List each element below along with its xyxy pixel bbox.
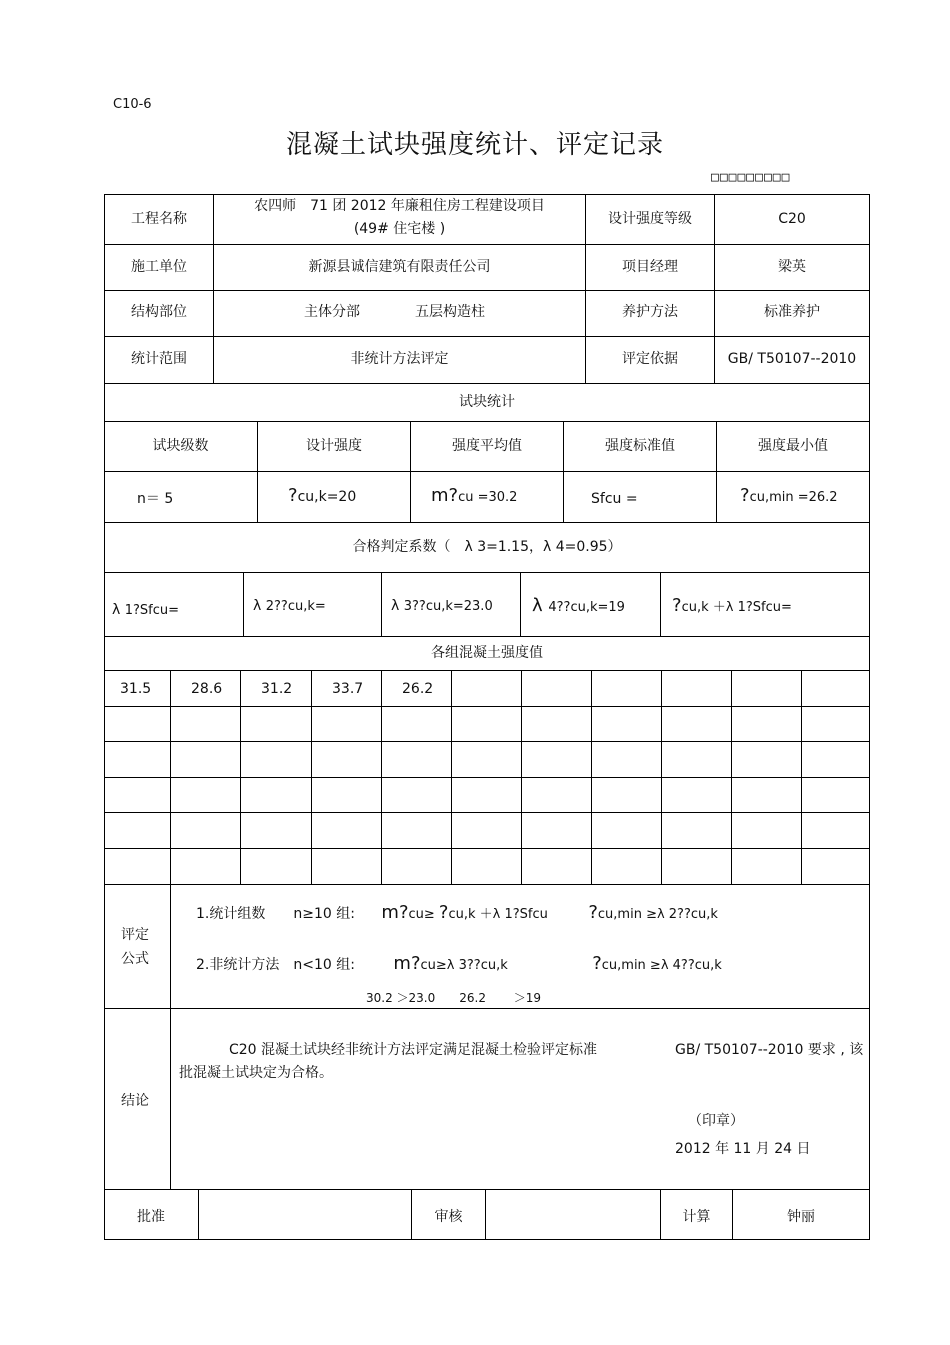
coef-cell-5: ?cu,k ＋λ 1?Sfcu= [672,595,792,616]
structure-value-b: 五层构造柱 [415,304,485,320]
formula-label-2: 公式 [121,951,149,967]
stats-min-strength: ?cu,min =26.2 [740,485,838,506]
curing-label: 养护方法 [622,304,678,320]
stats-header-count: 试块级数 [152,438,209,454]
stats-header-mean: 强度平均值 [452,438,522,454]
page-title: 混凝土试块强度统计、评定记录 [285,130,664,160]
approve-label: 批准 [137,1209,165,1225]
stats-n-value: n＝ 5 [137,491,174,507]
calc-label: 计算 [682,1209,711,1225]
formula-row-1: 1.统计组数 n≥10 组: m?cu≥ ?cu,k ＋λ 1?Sfcu ?cu,min ≥λ 2??cu,k [196,902,718,923]
conclusion-label: 结论 [121,1093,149,1109]
conclusion-line1: C20 混凝土试块经非统计方法评定满足混凝土检验评定标准 [229,1042,598,1058]
group-value: 31.2 [261,681,293,697]
group-value: 33.7 [332,681,364,697]
contractor-value: 新源县诚信建筑有限责任公司 [308,259,491,275]
basis-value: GB/ T50107--2010 [727,351,857,367]
structure-label: 结构部位 [131,304,187,320]
structure-value-a: 主体分部 [304,304,360,320]
stats-header-std: 强度标准值 [605,438,675,454]
coef-cell-1: λ 1?Sfcu= [112,602,180,618]
coef-cell-4: λ 4??cu,k=19 [532,595,625,616]
scope-label: 统计范围 [131,351,187,367]
formula-check: 30.2 ＞23.0 26.2 ＞19 [366,991,542,1005]
calc-value: 钟丽 [787,1209,815,1225]
curing-value: 标准养护 [764,304,820,320]
header-boxes: □□□□□□□□□ [711,170,791,185]
form-code: C10-6 [113,97,152,112]
design-grade-value: C20 [778,211,806,227]
contractor-label: 施工单位 [131,259,187,275]
group-value: 28.6 [191,681,223,697]
group-value: 26.2 [402,681,434,697]
review-label: 审核 [434,1209,463,1225]
coef-cell-3: λ 3??cu,k=23.0 [391,598,493,614]
manager-value: 梁英 [778,259,806,275]
group-value: 31.5 [120,681,152,697]
manager-label: 项目经理 [622,259,678,275]
conclusion-line1b: GB/ T50107--2010 要求 , 该 [675,1042,864,1058]
project-name-line1: 农四师 71 团 2012 年廉租住房工程建设项目 [254,198,545,214]
coef-title: 合格判定系数（ λ 3=1.15，λ 4=0.95） [352,539,622,555]
formula-row-2: 2.非统计方法 n<10 组: m?cu≥λ 3??cu,k ?cu,min ≥λ 4??cu,k [196,953,722,974]
coef-cell-2: λ 2??cu,k= [253,598,326,614]
conclusion-seal: （印章） [688,1113,744,1129]
stats-header-min: 强度最小值 [758,438,828,454]
project-name-label: 工程名称 [131,211,187,227]
project-name-line2: (49# 住宅楼 ) [353,221,446,237]
scope-value: 非统计方法评定 [350,351,449,367]
stats-std-strength: Sfcu = [591,491,638,507]
design-grade-label: 设计强度等级 [608,211,692,227]
stats-design-strength: ?cu,k=20 [288,485,357,506]
conclusion-date: 2012 年 11 月 24 日 [675,1141,811,1157]
stats-mean-strength: m?cu =30.2 [431,485,518,506]
groups-title: 各组混凝土强度值 [431,645,543,661]
conclusion-line2: 批混凝土试块定为合格。 [179,1065,333,1081]
basis-label: 评定依据 [622,351,678,367]
stats-header-design: 设计强度 [306,438,362,454]
formula-label-1: 评定 [121,927,149,943]
stats-section-title: 试块统计 [459,394,515,410]
